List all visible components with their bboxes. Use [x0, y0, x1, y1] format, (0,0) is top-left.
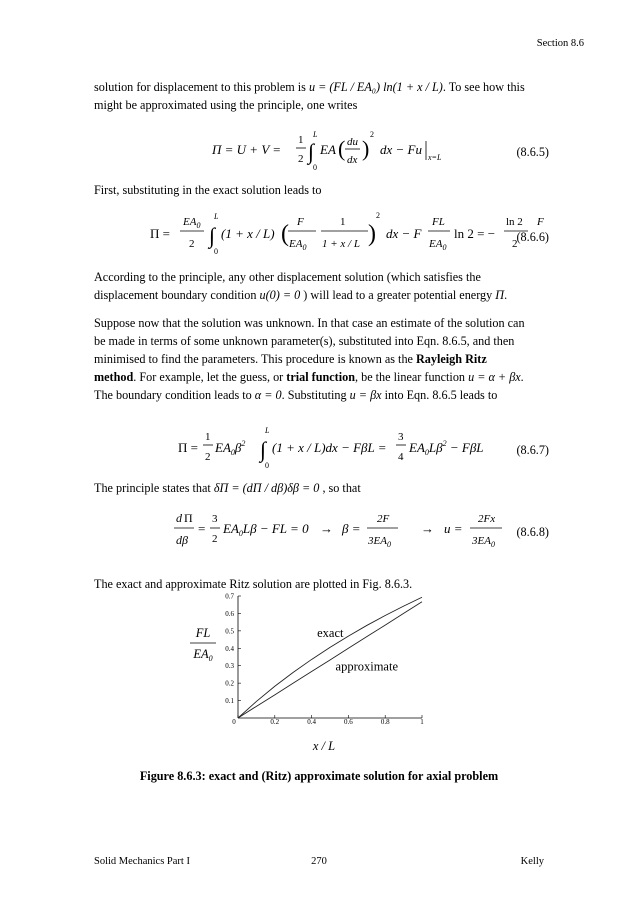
- svg-text:∫: ∫: [308, 139, 315, 164]
- equation-8-6-8: [94, 500, 549, 550]
- figure-caption: Figure 8.6.3: exact and (Ritz) approximate solution for axial problem: [139, 769, 499, 783]
- y-tick-label: 0.5: [225, 627, 234, 636]
- svg-text:Π = U + V =: Π = U + V =: [212, 142, 282, 157]
- equation-8-6-6: [94, 205, 549, 255]
- y-tick-label: 0.7: [225, 592, 234, 601]
- svg-text:=: =: [198, 521, 206, 536]
- section-header: Section 8.6: [536, 38, 584, 49]
- svg-text:dx − Fu: dx − Fu: [380, 142, 422, 157]
- y-tick-label: 0.2: [225, 679, 234, 688]
- svg-text:2Fx: 2Fx: [478, 513, 496, 525]
- svg-text:du: du: [347, 136, 358, 148]
- svg-text:2: 2: [298, 153, 304, 165]
- svg-text:3EA0: $3EA_0$: [472, 535, 495, 549]
- x-tick-label: 0.4: [307, 718, 316, 726]
- svg-text:∫: ∫: [260, 437, 267, 462]
- term-method: method: [94, 370, 134, 384]
- svg-text:u =: u =: [444, 521, 463, 536]
- svg-text:L: L: [313, 130, 318, 139]
- svg-text:2: 2: [370, 130, 374, 139]
- term-trial-function: trial function: [286, 370, 356, 384]
- svg-text:EA0: $EA_0$: [193, 647, 213, 663]
- svg-text:ln 2: ln 2: [506, 216, 523, 228]
- svg-text:2: 2: [189, 238, 195, 250]
- paragraph-variation: The principle states that δΠ = (dΠ / dβ)δβ = 0 , so that: [94, 481, 361, 495]
- svg-text:0: 0: [313, 163, 317, 170]
- svg-text:d: d: [176, 511, 182, 525]
- x-tick-label: 0: [232, 718, 236, 726]
- x-axis-label: x / L: [312, 739, 336, 753]
- svg-text:1: 1: [205, 431, 211, 443]
- svg-text:dx: dx: [347, 154, 358, 166]
- svg-text:x=L: x=L: [428, 153, 442, 162]
- svg-text:EA0: $EA_0$: [183, 216, 201, 230]
- svg-text:EA0: $EA_0$: [429, 238, 447, 252]
- plot-area: [225, 593, 424, 727]
- equation-8-6-6-formula: [94, 205, 549, 265]
- svg-text:1: 1: [298, 134, 304, 146]
- x-tick-label: 0.6: [344, 718, 353, 726]
- footer-author: Kelly: [520, 856, 544, 867]
- figure-8-6-3-chart: [0, 588, 638, 758]
- svg-text:1: 1: [340, 216, 346, 228]
- svg-text:∫: ∫: [209, 223, 216, 248]
- svg-text:(: (: [281, 221, 289, 247]
- y-tick-label: 0.1: [225, 697, 234, 706]
- footer-course: Solid Mechanics Part I: [94, 856, 190, 867]
- svg-text:→: →: [421, 521, 434, 536]
- paragraph-substituting: First, substituting in the exact solution leads to: [94, 183, 322, 197]
- svg-text:dx − F: dx − F: [386, 226, 422, 241]
- svg-text:(1 + x / L): (1 + x / L): [221, 226, 275, 241]
- svg-text:→: →: [320, 521, 333, 536]
- svg-text:EA0: $EA_0$: [289, 238, 307, 252]
- y-tick-label: 0.6: [225, 609, 234, 618]
- series-line-exact: [238, 597, 422, 718]
- term-rayleigh-ritz: Rayleigh Ritz: [416, 352, 487, 366]
- svg-text:EA0Lβ2 − FβL: $EA_0L\beta^2 - F\beta L$: [409, 439, 484, 457]
- svg-text:F: F: [537, 216, 544, 228]
- svg-text:2F: 2F: [377, 513, 390, 525]
- equation-8-6-8-formula: [94, 500, 549, 550]
- svg-text:2: 2: [212, 533, 218, 545]
- series-label-exact: exact: [317, 625, 344, 640]
- svg-text:ln 2 = −: ln 2 = −: [454, 226, 496, 241]
- svg-text:EA0β2: $EA_0\beta^2$: [215, 439, 246, 457]
- y-axis-label: [190, 626, 216, 663]
- equation-label: (8.6.5): [516, 145, 549, 159]
- x-tick-label: 0.8: [380, 718, 390, 726]
- page-footer: [94, 856, 544, 867]
- page-number: 270: [311, 856, 327, 867]
- svg-text:3EA0: $3EA_0$: [368, 535, 391, 549]
- y-tick-label: 0.4: [225, 644, 234, 653]
- svg-text:EA: EA: [320, 142, 336, 157]
- equation-8-6-7: [94, 418, 549, 468]
- x-tick-label: 1: [420, 718, 424, 726]
- svg-text:4: 4: [398, 451, 404, 463]
- equation-label: (8.6.8): [516, 525, 549, 539]
- svg-text:2: 2: [205, 451, 211, 463]
- svg-text:0: 0: [265, 461, 269, 468]
- svg-text:FL: FL: [432, 216, 445, 228]
- svg-text:β =: β =: [342, 521, 361, 536]
- svg-text:(1 + x / L)dx − FβL =: (1 + x / L)dx − FβL =: [272, 440, 387, 455]
- x-tick-label: 0.2: [270, 718, 280, 726]
- equation-8-6-7-formula: [94, 418, 549, 468]
- svg-text:0: 0: [214, 247, 218, 256]
- svg-text:3: 3: [212, 513, 218, 525]
- svg-text:Π =: Π =: [150, 226, 170, 241]
- svg-text:Π: Π: [184, 511, 193, 525]
- equation-label: (8.6.6): [516, 230, 549, 244]
- paragraph-plot-intro: The exact and approximate Ritz solution are plotted in Fig. 8.6.3.: [94, 577, 413, 591]
- svg-text:EA0Lβ − FL = 0: $EA_0L\beta$ − FL = 0: [223, 521, 309, 538]
- series-label-approximate: approximate: [335, 659, 399, 674]
- svg-text:dβ: dβ: [176, 533, 188, 547]
- paragraph-principle: According to the principle, any other displacement solution (which satisfies the displacement boundary condition u(0) = 0 ) will lead to a greater potential energy Π.: [94, 270, 508, 302]
- svg-text:L: L: [214, 212, 219, 221]
- paragraph-exact-solution: solution for displacement to this problem is u = (FL / EA₀) ln(1 + x / L). To see how this might be approximated using the principle, one writes: [94, 80, 525, 112]
- svg-text:2: 2: [512, 238, 518, 250]
- paragraph-rayleigh-ritz: Suppose now that the solution was unknown. In that case an estimate of the solution can be made in terms of some unknown parameter(s), substituted into Eqn. 8.6.5, and then minimised to find the parameters. This procedure is known as the Rayleigh Ritz method. For example, let the guess, or trial function, be the linear function u = α + βx. The boundary condition leads to α = 0. Substituting u = βx into Eqn. 8.6.5 leads to: [94, 316, 525, 402]
- equation-8-6-5-formula: [94, 120, 549, 170]
- svg-text:): ): [362, 136, 370, 161]
- svg-text:L: L: [265, 426, 270, 435]
- equation-label: (8.6.7): [516, 443, 549, 457]
- svg-text:F: F: [297, 216, 304, 228]
- svg-text:2: 2: [376, 211, 380, 220]
- svg-text:): ): [368, 221, 376, 247]
- svg-text:FL: FL: [195, 626, 211, 640]
- svg-text:1 + x / L: 1 + x / L: [322, 238, 360, 250]
- svg-text:Π =: Π =: [178, 440, 198, 455]
- exact-solution-formula: u = (FL / EA₀) ln(1 + x / L): [308, 80, 443, 94]
- svg-text:(: (: [338, 136, 346, 161]
- equation-8-6-5: [94, 120, 549, 170]
- y-tick-label: 0.3: [225, 662, 234, 671]
- svg-text:3: 3: [398, 431, 404, 443]
